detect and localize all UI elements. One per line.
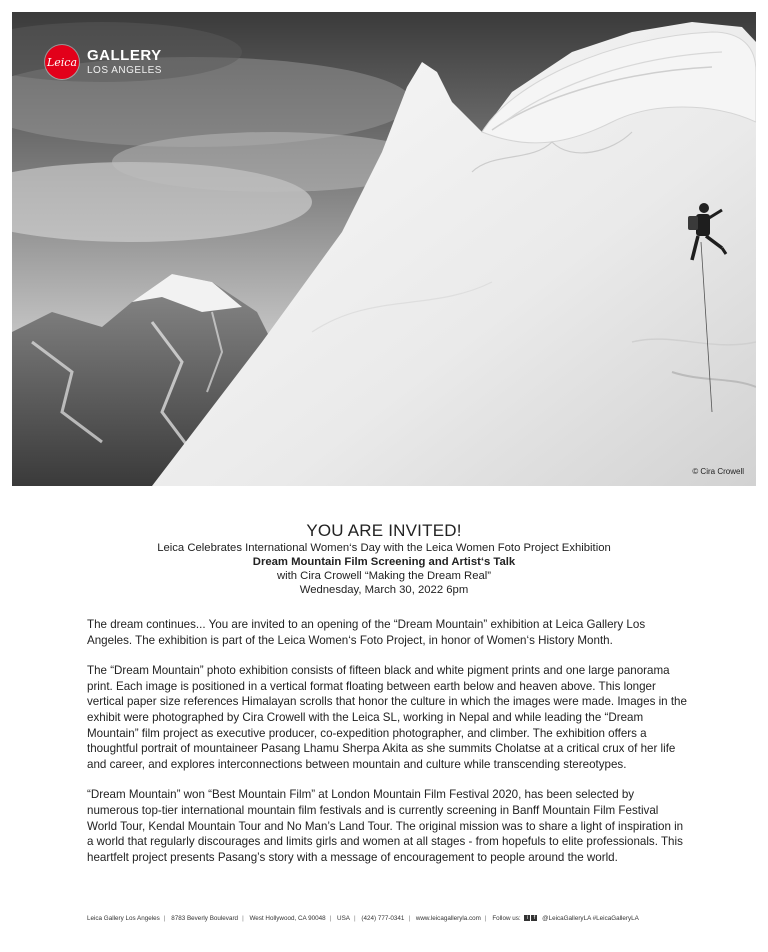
footer-country: USA [337, 915, 350, 923]
logo-city-text: LOS ANGELES [87, 65, 162, 76]
footer-phone[interactable]: (424) 777-0341 [361, 915, 405, 923]
footer-address: 8783 Beverly Boulevard [171, 915, 239, 923]
invitation-title: YOU ARE INVITED! [306, 521, 462, 540]
footer-gallery-name: Leica Gallery Los Angeles [87, 915, 160, 923]
footer-contact: Leica Gallery Los Angeles | 8783 Beverly Boulevard | West Hollywood, CA 90048 | USA | (424) 777-0341 | www.leicagalleryla.com | Follow us: i f @LeicaGalleryLA #LeicaGalleryLA [87, 915, 639, 923]
logo-gallery-text: GALLERY [87, 47, 162, 64]
invitation-body [87, 617, 687, 880]
event-speaker: with Cira Crowell “Making the Dream Real” [276, 570, 492, 582]
facebook-icon[interactable]: f [531, 915, 537, 921]
event-name: Dream Mountain Film Screening and Artist‘s Talk [252, 556, 516, 568]
gallery-logo[interactable] [45, 45, 162, 79]
footer-city: West Hollywood, CA 90048 [249, 915, 326, 923]
photo-credit: © Cira Crowell [692, 467, 744, 476]
mountain-climber-illustration [12, 12, 756, 486]
body-paragraph-2: The “Dream Mountain” photo exhibition consists of fifteen black and white pigment prints and one large panorama print. Each image is positioned in a vertical format floating between earth below and heaven above. This longer vertical paper size references Himalayan scrolls that honor the culture in which the images were made. Images in the exhibit were photographed by Cira Crowell with the Leica SL, working in Nepal and while leading the “Dream Mountain” film project as executive producer, co-expedition photographer, and climber. The exhibition offers a thoughtful portrait of mountaineer Pasang Lhamu Sherpa Akita as she summits Cholatse at a critical crux of her life and career, and explores interconnections between mountain and culture while transcending stereotypes. [87, 664, 687, 771]
footer-website-link[interactable]: www.leicagalleryla.com [415, 915, 481, 923]
event-date: Wednesday, March 30, 2022 6pm [299, 584, 469, 596]
leica-logo-icon: Leica [45, 45, 79, 79]
hero-photo [12, 12, 756, 486]
footer-hashtag[interactable]: #LeicaGalleryLA [592, 915, 639, 923]
footer-social-handle[interactable]: @LeicaGalleryLA [542, 915, 591, 923]
body-paragraph-3: “Dream Mountain” won “Best Mountain Film” at London Mountain Film Festival 2020, has been selected by numerous top-tier international mountain film festivals and is currently screening in Banff Mountain Film Festival World Tour, Kendal Mountain Tour and No Man’s Land Tour. The original mission was to share a light of inspiration in a world that regularly discourages and limits girls and women at all stages - from hopefuls to elite professionals. This heartfelt project presents Pasang’s story with a message of encouragement to people around the world. [87, 788, 684, 864]
event-subtitle: Leica Celebrates International Women‘s Day with the Leica Women Foto Project Exhibition [157, 542, 611, 554]
instagram-icon[interactable]: i [524, 915, 530, 921]
body-paragraph-1: The dream continues... You are invited to an opening of the “Dream Mountain” exhibition at Leica Gallery Los Angeles. The exhibition is part of the Leica Women‘s Foto Project, in honor of Women‘s History Month. [87, 618, 646, 647]
invitation-header [0, 521, 768, 597]
footer-follow-label: Follow us: [492, 915, 521, 923]
